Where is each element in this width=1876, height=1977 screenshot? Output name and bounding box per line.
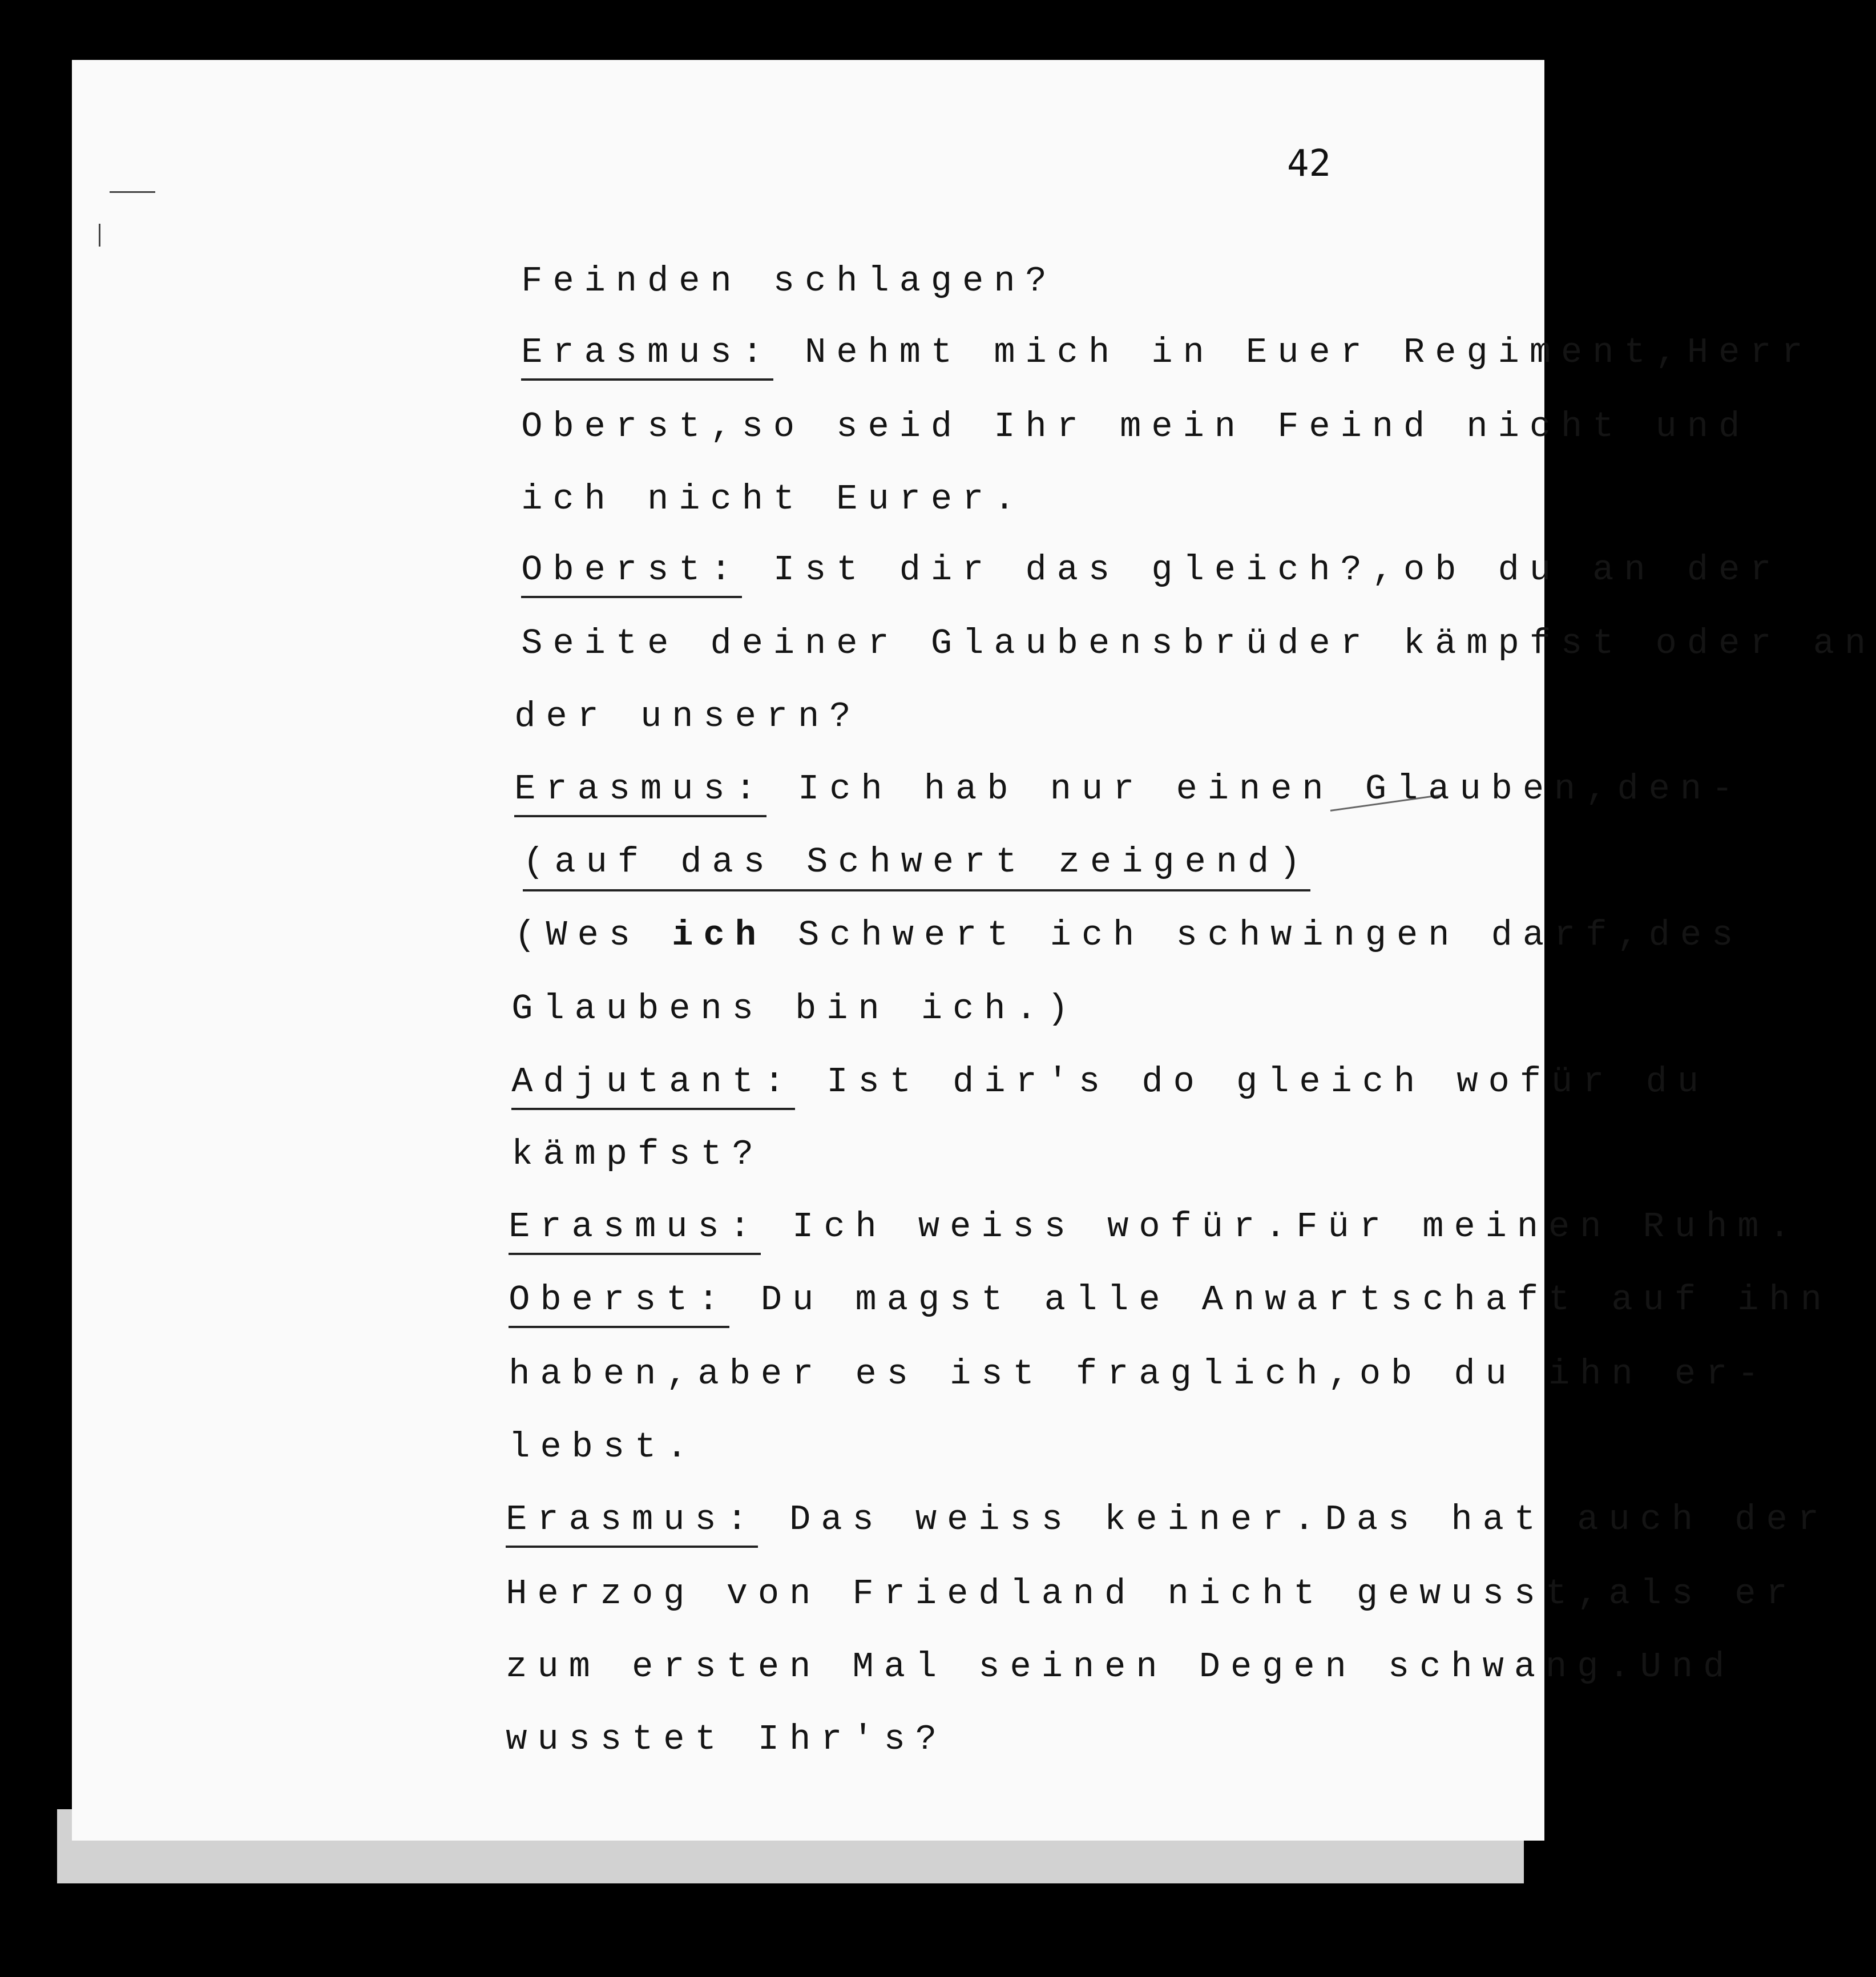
line-text: Du magst alle Anwartschaft auf ihn [729,1280,1832,1320]
line-text: Ist dir das gleich?,ob du an der [741,550,1782,590]
speaker-label: Oberst: [509,1282,729,1328]
line-text: haben,aber es ist fraglich,ob du ihn er- [509,1354,1769,1394]
line-text: ich nicht Eurer. [521,479,1026,519]
line-text: Feinden schlagen? [521,261,1057,301]
page-number: 42 [1287,143,1332,185]
line-text: kämpfst? [511,1134,764,1175]
speaker-label: Erasmus: [506,1502,758,1548]
line-text: der unsern? [514,696,861,737]
line-text: Ich weiss wofür.Für meinen Ruhm. [760,1207,1801,1247]
line-text: Seite deiner Glaubensbrüder kämpfst oder an [521,623,1876,664]
speaker-label: Adjutant: [511,1064,795,1110]
line-text: Glaubens bin ich.) [511,989,1079,1029]
line-prefix: (Wes [514,915,672,955]
stage-direction: (auf das Schwert zeigend) [523,845,1310,891]
line-text: Das weiss keiner.Das hat auch der [757,1499,1829,1540]
speaker-label: Erasmus: [514,772,766,817]
speaker-label: Oberst: [521,552,741,598]
line-text: zum ersten Mal seinen Degen schwang.Und [506,1647,1735,1687]
line-text: Ist dir's do gleich wofür du [795,1062,1709,1102]
line-text: Schwert ich schwingen darf,des [766,915,1744,955]
speaker-label: Erasmus: [509,1209,761,1255]
line-text: Herzog von Friedland nicht gewusst,als er [506,1573,1798,1614]
text-line [317,1686,947,1793]
line-text: Nehmt mich in Euer Regiment,Herr [773,332,1813,373]
line-text: Ich hab nur einen Glauben,den- [766,769,1744,809]
line-text: wusstet Ihr's? [506,1719,947,1760]
line-text: lebst. [509,1427,698,1467]
line-text: Oberst,so seid Ihr mein Feind nicht und [521,406,1750,447]
speaker-label: Erasmus: [521,335,773,381]
struck-word: ich [672,915,766,955]
